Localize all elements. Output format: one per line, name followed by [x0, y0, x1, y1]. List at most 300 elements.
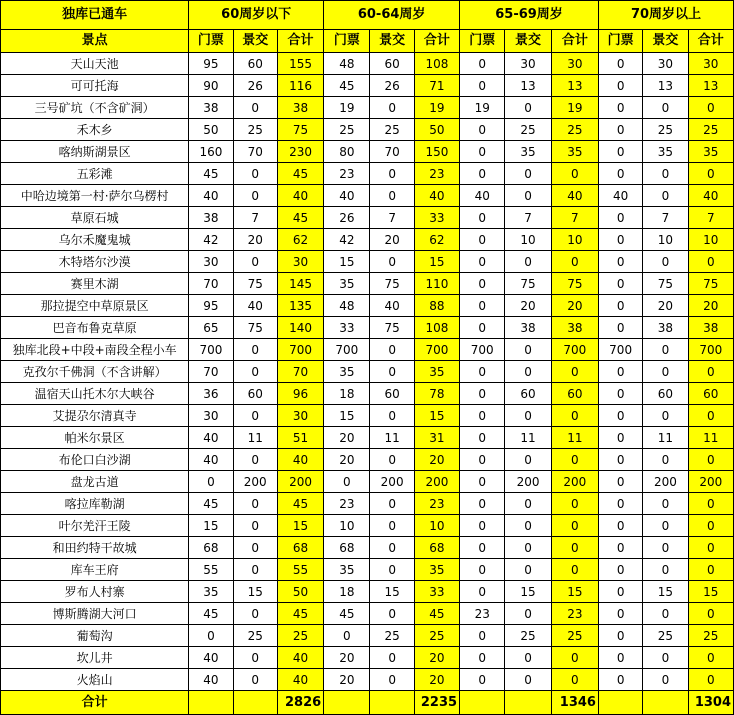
total-cell: 62 [277, 229, 323, 251]
ticket-cell: 0 [460, 427, 505, 449]
spot-name: 艾提尕尔清真寺 [1, 405, 189, 427]
ticket-cell: 55 [189, 559, 233, 581]
transport-cell: 0 [370, 251, 414, 273]
transport-cell: 0 [643, 405, 688, 427]
table-row [1, 251, 734, 273]
total-cell: 25 [551, 625, 598, 647]
transport-cell: 0 [370, 405, 414, 427]
total-cell: 0 [688, 449, 733, 471]
transport-cell: 25 [233, 119, 277, 141]
table-row [1, 273, 734, 295]
spot-name: 克孜尔千佛洞（不含讲解） [1, 361, 189, 383]
total-cell: 38 [551, 317, 598, 339]
transport-cell: 20 [370, 229, 414, 251]
table-row [1, 339, 734, 361]
total-cell: 23 [414, 163, 459, 185]
transport-cell: 7 [370, 207, 414, 229]
ticket-cell: 90 [189, 75, 233, 97]
transport-cell: 70 [370, 141, 414, 163]
transport-cell: 0 [233, 537, 277, 559]
transport-cell: 0 [505, 97, 551, 119]
total-cell: 0 [551, 559, 598, 581]
ticket-header: 门票 [460, 30, 505, 53]
transport-cell: 26 [370, 75, 414, 97]
total-cell: 38 [688, 317, 733, 339]
total-cell: 60 [688, 383, 733, 405]
table-row [1, 185, 734, 207]
table-row [1, 515, 734, 537]
total-cell: 25 [551, 119, 598, 141]
total-cell: 88 [414, 295, 459, 317]
transport-cell: 13 [505, 75, 551, 97]
spot-name: 火焰山 [1, 669, 189, 691]
ticket-cell: 0 [598, 493, 642, 515]
total-header: 合计 [551, 30, 598, 53]
ticket-cell: 42 [189, 229, 233, 251]
transport-cell: 15 [233, 581, 277, 603]
transport-cell: 20 [643, 295, 688, 317]
spot-name: 喀拉库勒湖 [1, 493, 189, 515]
age-group-header: 65-69周岁 [460, 1, 599, 30]
total-cell: 25 [688, 119, 733, 141]
transport-cell: 0 [643, 559, 688, 581]
spot-name: 巴音布鲁克草原 [1, 317, 189, 339]
table-row [1, 75, 734, 97]
total-cell: 35 [688, 141, 733, 163]
transport-cell: 0 [643, 449, 688, 471]
total-cell: 200 [414, 471, 459, 493]
total-cell: 0 [551, 449, 598, 471]
total-cell: 0 [551, 669, 598, 691]
footer-empty-cell [505, 691, 551, 715]
transport-cell: 0 [643, 97, 688, 119]
total-cell: 0 [688, 603, 733, 625]
total-cell: 33 [414, 207, 459, 229]
transport-cell: 0 [370, 163, 414, 185]
transport-cell: 0 [233, 185, 277, 207]
transport-cell: 60 [505, 383, 551, 405]
footer-row [1, 691, 734, 715]
ticket-cell: 160 [189, 141, 233, 163]
ticket-cell: 15 [324, 405, 370, 427]
ticket-cell: 0 [460, 75, 505, 97]
transport-cell: 70 [233, 141, 277, 163]
ticket-cell: 0 [460, 361, 505, 383]
transport-cell: 0 [370, 647, 414, 669]
table-row [1, 317, 734, 339]
total-cell: 68 [414, 537, 459, 559]
transport-cell: 0 [233, 559, 277, 581]
ticket-cell: 30 [189, 405, 233, 427]
spot-header: 景点 [1, 30, 189, 53]
transport-cell: 75 [370, 273, 414, 295]
footer-total: 1304 [688, 691, 733, 715]
ticket-cell: 700 [460, 339, 505, 361]
ticket-cell: 0 [598, 581, 642, 603]
ticket-cell: 0 [460, 273, 505, 295]
total-cell: 0 [688, 537, 733, 559]
header-row-columns [1, 30, 734, 53]
total-cell: 35 [414, 361, 459, 383]
transport-cell: 75 [233, 317, 277, 339]
total-cell: 45 [277, 207, 323, 229]
total-cell: 15 [277, 515, 323, 537]
ticket-cell: 700 [324, 339, 370, 361]
ticket-cell: 19 [460, 97, 505, 119]
total-cell: 0 [688, 97, 733, 119]
ticket-cell: 0 [460, 515, 505, 537]
total-cell: 135 [277, 295, 323, 317]
total-header: 合计 [414, 30, 459, 53]
total-cell: 11 [688, 427, 733, 449]
transport-cell: 0 [643, 537, 688, 559]
ticket-cell: 0 [598, 559, 642, 581]
ticket-cell: 10 [324, 515, 370, 537]
transport-cell: 25 [370, 119, 414, 141]
transport-cell: 25 [505, 625, 551, 647]
transport-cell: 60 [370, 53, 414, 75]
ticket-cell: 23 [324, 493, 370, 515]
spot-name: 独库北段+中段+南段全程小车 [1, 339, 189, 361]
total-cell: 40 [414, 185, 459, 207]
total-cell: 20 [551, 295, 598, 317]
ticket-cell: 0 [460, 141, 505, 163]
total-cell: 145 [277, 273, 323, 295]
ticket-cell: 0 [189, 625, 233, 647]
transport-cell: 15 [643, 581, 688, 603]
total-cell: 0 [688, 493, 733, 515]
transport-cell: 0 [370, 361, 414, 383]
ticket-cell: 50 [189, 119, 233, 141]
total-cell: 40 [688, 185, 733, 207]
transport-cell: 7 [643, 207, 688, 229]
total-cell: 200 [551, 471, 598, 493]
spot-name: 温宿天山托木尔大峡谷 [1, 383, 189, 405]
spot-name: 木特塔尔沙漠 [1, 251, 189, 273]
ticket-cell: 68 [189, 537, 233, 559]
ticket-cell: 0 [598, 383, 642, 405]
transport-cell: 200 [643, 471, 688, 493]
table-title: 独库已通车 [1, 1, 189, 30]
total-cell: 140 [277, 317, 323, 339]
transport-cell: 0 [370, 603, 414, 625]
ticket-cell: 0 [598, 317, 642, 339]
ticket-cell: 0 [460, 229, 505, 251]
transport-cell: 0 [505, 405, 551, 427]
table-row [1, 141, 734, 163]
total-cell: 75 [551, 273, 598, 295]
ticket-cell: 0 [189, 471, 233, 493]
transport-header: 景交 [643, 30, 688, 53]
total-cell: 0 [551, 361, 598, 383]
ticket-cell: 48 [324, 53, 370, 75]
ticket-cell: 42 [324, 229, 370, 251]
total-cell: 200 [688, 471, 733, 493]
ticket-cell: 0 [598, 273, 642, 295]
spot-name: 中哈边境第一村·萨尔乌楞村 [1, 185, 189, 207]
ticket-cell: 45 [189, 493, 233, 515]
transport-cell: 0 [233, 647, 277, 669]
ticket-cell: 0 [598, 207, 642, 229]
transport-cell: 0 [370, 185, 414, 207]
ticket-cell: 65 [189, 317, 233, 339]
footer-empty-cell [189, 691, 233, 715]
total-cell: 40 [277, 185, 323, 207]
ticket-cell: 35 [189, 581, 233, 603]
ticket-cell: 700 [189, 339, 233, 361]
transport-cell: 0 [370, 537, 414, 559]
table-row [1, 53, 734, 75]
transport-cell: 0 [370, 515, 414, 537]
ticket-cell: 40 [189, 449, 233, 471]
table-row [1, 669, 734, 691]
transport-cell: 75 [643, 273, 688, 295]
total-cell: 230 [277, 141, 323, 163]
transport-cell: 0 [643, 647, 688, 669]
total-cell: 0 [551, 647, 598, 669]
ticket-cell: 0 [460, 581, 505, 603]
total-cell: 0 [688, 405, 733, 427]
spot-name: 库车王府 [1, 559, 189, 581]
transport-cell: 60 [643, 383, 688, 405]
total-cell: 10 [688, 229, 733, 251]
ticket-cell: 0 [460, 669, 505, 691]
ticket-header: 门票 [598, 30, 642, 53]
transport-cell: 40 [233, 295, 277, 317]
transport-cell: 7 [233, 207, 277, 229]
ticket-cell: 20 [324, 449, 370, 471]
spot-name: 可可托海 [1, 75, 189, 97]
transport-cell: 75 [370, 317, 414, 339]
ticket-cell: 40 [189, 669, 233, 691]
spot-name: 五彩滩 [1, 163, 189, 185]
ticket-cell: 0 [460, 625, 505, 647]
transport-cell: 0 [505, 449, 551, 471]
transport-cell: 0 [505, 493, 551, 515]
total-cell: 45 [277, 163, 323, 185]
ticket-cell: 0 [460, 119, 505, 141]
ticket-cell: 33 [324, 317, 370, 339]
total-cell: 75 [277, 119, 323, 141]
ticket-cell: 0 [460, 647, 505, 669]
total-cell: 20 [688, 295, 733, 317]
ticket-cell: 38 [189, 97, 233, 119]
total-cell: 0 [688, 559, 733, 581]
age-group-header: 70周岁以上 [598, 1, 733, 30]
table-row [1, 97, 734, 119]
spot-name: 盘龙古道 [1, 471, 189, 493]
transport-cell: 30 [505, 53, 551, 75]
transport-cell: 200 [233, 471, 277, 493]
ticket-cell: 15 [324, 251, 370, 273]
total-cell: 51 [277, 427, 323, 449]
total-cell: 110 [414, 273, 459, 295]
ticket-cell: 38 [189, 207, 233, 229]
transport-cell: 10 [643, 229, 688, 251]
age-group-header: 60周岁以下 [189, 1, 324, 30]
age-group-header: 60-64周岁 [324, 1, 460, 30]
total-cell: 15 [414, 251, 459, 273]
ticket-cell: 40 [189, 647, 233, 669]
transport-cell: 0 [233, 493, 277, 515]
transport-cell: 10 [505, 229, 551, 251]
total-cell: 7 [688, 207, 733, 229]
footer-label: 合计 [1, 691, 189, 715]
total-cell: 25 [414, 625, 459, 647]
table-row [1, 163, 734, 185]
total-cell: 50 [277, 581, 323, 603]
total-cell: 0 [688, 361, 733, 383]
transport-cell: 0 [233, 163, 277, 185]
total-cell: 155 [277, 53, 323, 75]
ticket-cell: 0 [598, 537, 642, 559]
footer-total: 1346 [551, 691, 598, 715]
transport-cell: 35 [505, 141, 551, 163]
transport-cell: 0 [233, 449, 277, 471]
total-cell: 116 [277, 75, 323, 97]
transport-cell: 30 [643, 53, 688, 75]
ticket-cell: 0 [324, 471, 370, 493]
footer-empty-cell [324, 691, 370, 715]
ticket-cell: 26 [324, 207, 370, 229]
table-row [1, 427, 734, 449]
spot-name: 三号矿坑（不含矿洞） [1, 97, 189, 119]
ticket-cell: 0 [598, 251, 642, 273]
transport-cell: 0 [505, 185, 551, 207]
table-row [1, 207, 734, 229]
table-row [1, 405, 734, 427]
ticket-cell: 20 [324, 647, 370, 669]
table-row [1, 625, 734, 647]
table-row [1, 361, 734, 383]
ticket-cell: 45 [189, 603, 233, 625]
transport-cell: 0 [643, 515, 688, 537]
ticket-cell: 23 [324, 163, 370, 185]
transport-header: 景交 [370, 30, 414, 53]
total-cell: 0 [551, 493, 598, 515]
total-cell: 20 [414, 647, 459, 669]
ticket-header: 门票 [189, 30, 233, 53]
spot-name: 帕米尔景区 [1, 427, 189, 449]
total-cell: 71 [414, 75, 459, 97]
spot-name: 和田约特干故城 [1, 537, 189, 559]
spot-name: 坎儿井 [1, 647, 189, 669]
transport-cell: 0 [505, 339, 551, 361]
ticket-cell: 68 [324, 537, 370, 559]
transport-cell: 0 [505, 647, 551, 669]
transport-cell: 15 [370, 581, 414, 603]
ticket-cell: 0 [460, 559, 505, 581]
transport-cell: 0 [233, 251, 277, 273]
ticket-cell: 0 [598, 471, 642, 493]
ticket-cell: 0 [598, 75, 642, 97]
transport-cell: 11 [505, 427, 551, 449]
footer-empty-cell [598, 691, 642, 715]
total-cell: 108 [414, 53, 459, 75]
table-row [1, 603, 734, 625]
total-cell: 45 [414, 603, 459, 625]
ticket-cell: 0 [598, 141, 642, 163]
total-cell: 0 [688, 515, 733, 537]
transport-cell: 0 [505, 537, 551, 559]
transport-cell: 200 [505, 471, 551, 493]
transport-cell: 0 [505, 559, 551, 581]
transport-cell: 0 [370, 559, 414, 581]
total-cell: 700 [414, 339, 459, 361]
footer-empty-cell [460, 691, 505, 715]
total-cell: 30 [688, 53, 733, 75]
total-cell: 23 [414, 493, 459, 515]
total-cell: 40 [277, 669, 323, 691]
ticket-cell: 23 [460, 603, 505, 625]
total-cell: 0 [688, 647, 733, 669]
transport-cell: 0 [233, 339, 277, 361]
spot-name: 博斯腾湖大河口 [1, 603, 189, 625]
ticket-cell: 95 [189, 53, 233, 75]
transport-cell: 0 [505, 251, 551, 273]
ticket-cell: 0 [598, 669, 642, 691]
total-cell: 13 [551, 75, 598, 97]
total-cell: 150 [414, 141, 459, 163]
ticket-cell: 45 [189, 163, 233, 185]
table-row [1, 229, 734, 251]
transport-cell: 0 [505, 361, 551, 383]
total-cell: 23 [551, 603, 598, 625]
total-cell: 0 [551, 251, 598, 273]
transport-cell: 40 [370, 295, 414, 317]
transport-cell: 0 [370, 669, 414, 691]
transport-cell: 11 [233, 427, 277, 449]
total-cell: 11 [551, 427, 598, 449]
table-row [1, 119, 734, 141]
transport-cell: 0 [643, 163, 688, 185]
transport-cell: 11 [370, 427, 414, 449]
ticket-cell: 40 [189, 427, 233, 449]
footer-total: 2235 [414, 691, 459, 715]
ticket-cell: 18 [324, 383, 370, 405]
footer-empty-cell [233, 691, 277, 715]
ticket-cell: 0 [460, 207, 505, 229]
total-cell: 20 [414, 669, 459, 691]
total-cell: 15 [688, 581, 733, 603]
total-cell: 35 [414, 559, 459, 581]
transport-cell: 0 [370, 339, 414, 361]
total-cell: 0 [551, 163, 598, 185]
transport-cell: 38 [505, 317, 551, 339]
transport-cell: 0 [233, 515, 277, 537]
total-cell: 19 [551, 97, 598, 119]
transport-cell: 15 [505, 581, 551, 603]
transport-cell: 35 [643, 141, 688, 163]
total-cell: 60 [551, 383, 598, 405]
ticket-cell: 70 [189, 361, 233, 383]
table-row [1, 295, 734, 317]
total-cell: 31 [414, 427, 459, 449]
footer-empty-cell [370, 691, 414, 715]
ticket-cell: 0 [598, 515, 642, 537]
transport-cell: 0 [643, 669, 688, 691]
ticket-cell: 0 [598, 625, 642, 647]
ticket-cell: 0 [460, 53, 505, 75]
ticket-cell: 700 [598, 339, 642, 361]
ticket-cell: 45 [324, 75, 370, 97]
total-cell: 55 [277, 559, 323, 581]
ticket-cell: 0 [460, 471, 505, 493]
total-cell: 13 [688, 75, 733, 97]
total-cell: 108 [414, 317, 459, 339]
ticket-cell: 0 [460, 163, 505, 185]
transport-cell: 200 [370, 471, 414, 493]
